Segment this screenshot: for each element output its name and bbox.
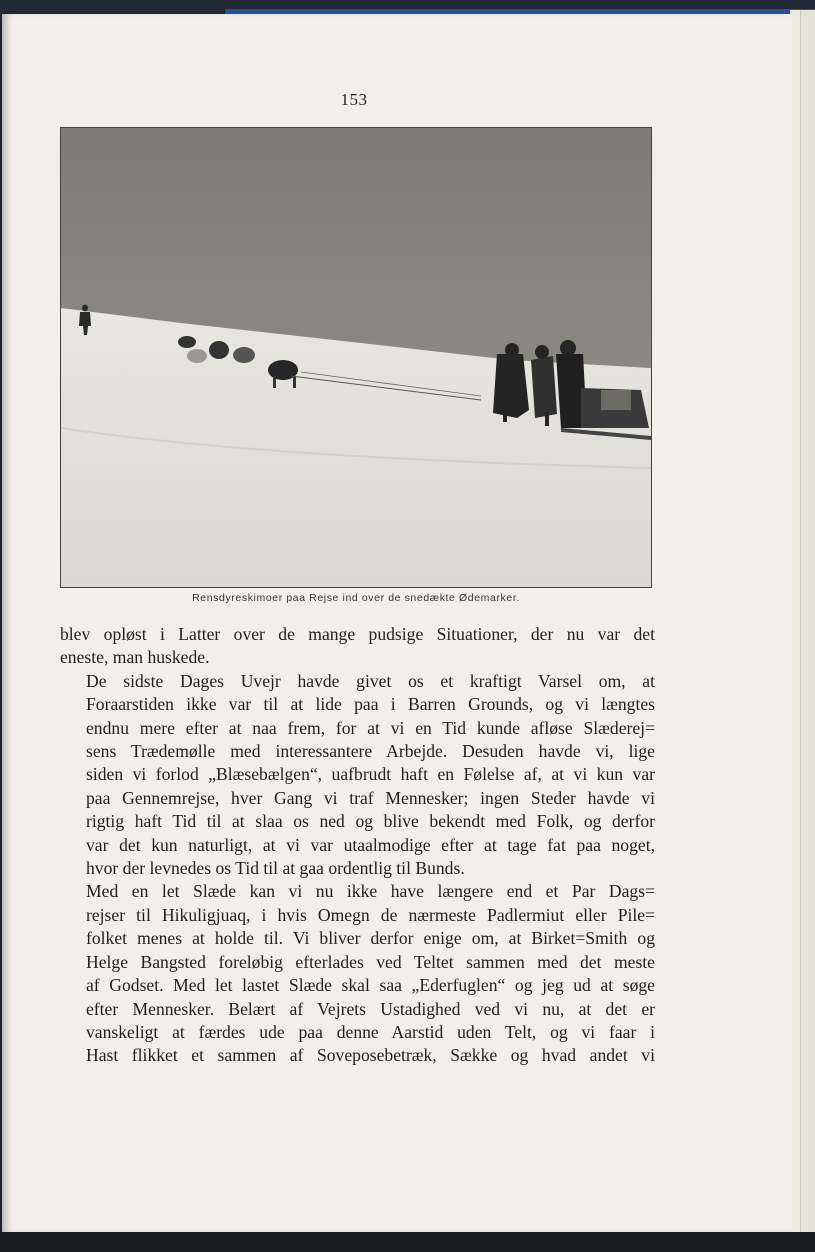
page-stack-edge-inner [800, 10, 815, 1232]
photograph-sled-journey [60, 127, 652, 588]
text-line: rigtig haft Tid til at slaa os ned og blive bekendt med Folk, og derfor [86, 811, 655, 832]
text-line: efter Mennesker. Belært af Vejrets Ustadighed ved vi nu, at det er [86, 998, 655, 1019]
text-line: Foraarstiden ikke var til at lide paa i Barren Grounds, og vi længtes [86, 694, 655, 715]
text-line: Hast flikket et sammen af Soveposebetræk, Sække og hvad andet vi [86, 1045, 655, 1066]
text-line: Helge Bangsted foreløbig efterlades ved Teltet sammen med det meste [86, 951, 655, 972]
book-bottom-edge [0, 1232, 815, 1252]
body-text [60, 623, 655, 1068]
text-line: siden vi forlod „Blæsebælgen“, uafbrudt haft en Følelse af, at vi kun var [86, 764, 655, 785]
text-line: De sidste Dages Uvejr havde givet os et kraftigt Varsel om, at [86, 670, 655, 691]
text-line: blev opløst i Latter over de mange pudsige Situationer, der nu var det [60, 624, 655, 644]
text-line: folket menes at holde til. Vi bliver derfor enige om, at Birket=Smith og [86, 928, 655, 949]
page-number: 153 [340, 90, 368, 109]
paragraph-2 [60, 670, 655, 881]
text-line: paa Gennemrejse, hver Gang vi traf Mennesker; ingen Steder havde vi [86, 787, 655, 808]
text-line: Med en let Slæde kan vi nu ikke have længere end et Par Dags= [86, 881, 655, 902]
text-line: eneste, man huskede. [60, 647, 210, 668]
text-line: rejser til Hikuligjuaq, i hvis Omegn de nærmeste Padlermiut eller Pile= [86, 904, 655, 925]
photo-caption: Rensdyreskimoer paa Rejse ind over de snedækte Ødemarker. [192, 592, 520, 604]
text-line: sens Trædemølle med interessantere Arbejde. Desuden havde vi, lige [86, 741, 655, 762]
text-line: vanskeligt at færdes ude paa denne Aarstid uden Telt, og vi faar i [86, 1021, 655, 1042]
photo-illustration [61, 128, 651, 587]
text-line: af Godset. Med let lastet Slæde skal saa „Ederfuglen“ og jeg ud at søge [86, 975, 655, 996]
text-line: hvor der levnedes os Tid til at gaa ordentlig til Bunds. [86, 858, 465, 879]
text-line: endnu mere efter at naa frem, for at vi en Tid kunde afløse Slæderej= [86, 717, 655, 738]
paragraph-1 [60, 623, 655, 670]
text-line: var det kun naturligt, at vi var utaalmodige efter at tage fat paa noget, [86, 834, 655, 855]
paragraph-3 [60, 880, 655, 1067]
